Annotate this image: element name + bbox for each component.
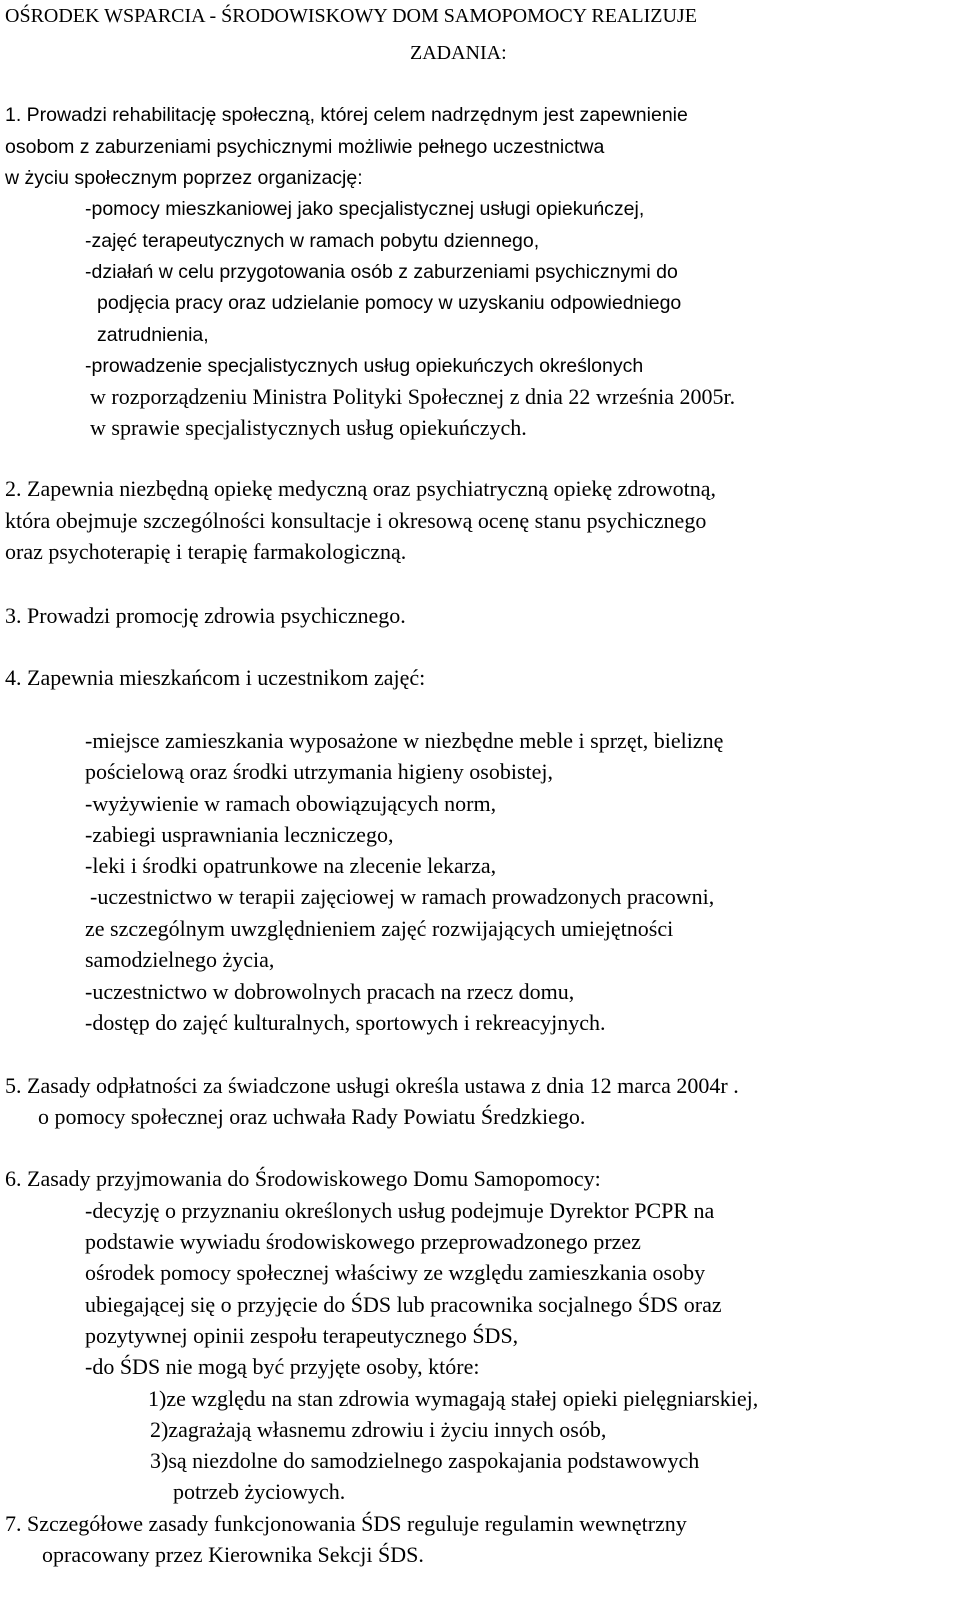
- section-1-list-item-continued: zatrudnienia,: [97, 324, 209, 346]
- document-title-line-2: ZADANIA:: [410, 42, 507, 64]
- section-4-list-item-continued: ze szczególnym uwzględnieniem zajęć rozwijających umiejętności: [85, 916, 674, 941]
- section-1-list-item: -pomocy mieszkaniowej jako specjalistycznej usługi opiekuńczej,: [85, 198, 645, 220]
- document-title-line-1: OŚRODEK WSPARCIA - ŚRODOWISKOWY DOM SAMOPOMOCY REALIZUJE: [5, 5, 697, 27]
- section-2-heading: 2. Zapewnia niezbędną opiekę medyczną oraz psychiatryczną opiekę zdrowotną,: [5, 476, 717, 501]
- section-6-numbered-item-continued: potrzeb życiowych.: [173, 1479, 346, 1504]
- section-6-list-item-continued: pozytywnej opinii zespołu terapeutycznego ŚDS,: [85, 1323, 519, 1348]
- section-1-list-item-continued: w sprawie specjalistycznych usług opiekuńczych.: [90, 415, 527, 440]
- section-1-list-item: -prowadzenie specjalistycznych usług opiekuńczych określonych: [85, 355, 644, 377]
- section-5-heading: 5. Zasady odpłatności za świadczone usługi określa ustawa z dnia 12 marca 2004r .: [5, 1073, 739, 1098]
- section-4-list-item: -zabiegi usprawniania leczniczego,: [85, 822, 394, 847]
- section-2-text: która obejmuje szczególności konsultacje i okresową ocenę stanu psychicznego: [5, 508, 707, 533]
- section-6-numbered-item: 3)są niezdolne do samodzielnego zaspokajania podstawowych: [150, 1448, 700, 1473]
- section-4-list-item: -wyżywienie w ramach obowiązujących norm,: [85, 791, 497, 816]
- section-6-numbered-item: 1)ze względu na stan zdrowia wymagają stałej opieki pielęgniarskiej,: [148, 1386, 759, 1411]
- section-4-list-item-continued: samodzielnego życia,: [85, 947, 275, 972]
- section-7-text: opracowany przez Kierownika Sekcji ŚDS.: [42, 1542, 424, 1567]
- section-1-text: osobom z zaburzeniami psychicznymi możliwie pełnego uczestnictwa: [5, 136, 605, 158]
- section-2-text: oraz psychoterapię i terapię farmakologiczną.: [5, 539, 407, 564]
- section-1-text: w życiu społecznym poprzez organizację:: [5, 167, 363, 189]
- section-6-list-item-continued: ośrodek pomocy społecznej właściwy ze względu zamieszkania osoby: [85, 1260, 706, 1285]
- section-1-list-item: -działań w celu przygotowania osób z zaburzeniami psychicznymi do: [85, 261, 678, 283]
- section-4-list-item: -uczestnictwo w terapii zajęciowej w ramach prowadzonych pracowni,: [90, 884, 715, 909]
- section-6-list-item: -decyzję o przyznaniu określonych usług podejmuje Dyrektor PCPR na: [85, 1198, 715, 1223]
- section-6-numbered-item: 2)zagrażają własnemu zdrowiu i życiu innych osób,: [150, 1417, 607, 1442]
- section-1-list-item-continued: podjęcia pracy oraz udzielanie pomocy w uzyskaniu odpowiedniego: [97, 292, 682, 314]
- section-5-text: o pomocy społecznej oraz uchwała Rady Powiatu Średzkiego.: [38, 1104, 586, 1129]
- section-1-list-item: -zajęć terapeutycznych w ramach pobytu dziennego,: [85, 230, 540, 252]
- section-3-heading: 3. Prowadzi promocję zdrowia psychicznego.: [5, 603, 406, 628]
- section-1-heading: 1. Prowadzi rehabilitację społeczną, której celem nadrzędnym jest zapewnienie: [5, 104, 688, 126]
- section-6-heading: 6. Zasady przyjmowania do Środowiskowego Domu Samopomocy:: [5, 1166, 601, 1191]
- section-4-heading: 4. Zapewnia mieszkańcom i uczestnikom zajęć:: [5, 665, 426, 690]
- section-6-list-item: -do ŚDS nie mogą być przyjęte osoby, które:: [85, 1354, 480, 1379]
- section-1-list-item-continued: w rozporządzeniu Ministra Polityki Społecznej z dnia 22 września 2005r.: [90, 384, 736, 409]
- section-4-list-item: -miejsce zamieszkania wyposażone w niezbędne meble i sprzęt, bieliznę: [85, 728, 724, 753]
- section-7-heading: 7. Szczegółowe zasady funkcjonowania ŚDS reguluje regulamin wewnętrzny: [5, 1511, 687, 1536]
- section-4-list-item: -uczestnictwo w dobrowolnych pracach na rzecz domu,: [85, 979, 575, 1004]
- section-4-list-item: -leki i środki opatrunkowe na zlecenie lekarza,: [85, 853, 497, 878]
- section-6-list-item-continued: ubiegającej się o przyjęcie do ŚDS lub pracownika socjalnego ŚDS oraz: [85, 1292, 722, 1317]
- section-6-list-item-continued: podstawie wywiadu środowiskowego przeprowadzonego przez: [85, 1229, 641, 1254]
- section-4-list-item-continued: pościelową oraz środki utrzymania higieny osobistej,: [85, 759, 553, 784]
- section-4-list-item: -dostęp do zajęć kulturalnych, sportowych i rekreacyjnych.: [85, 1010, 606, 1035]
